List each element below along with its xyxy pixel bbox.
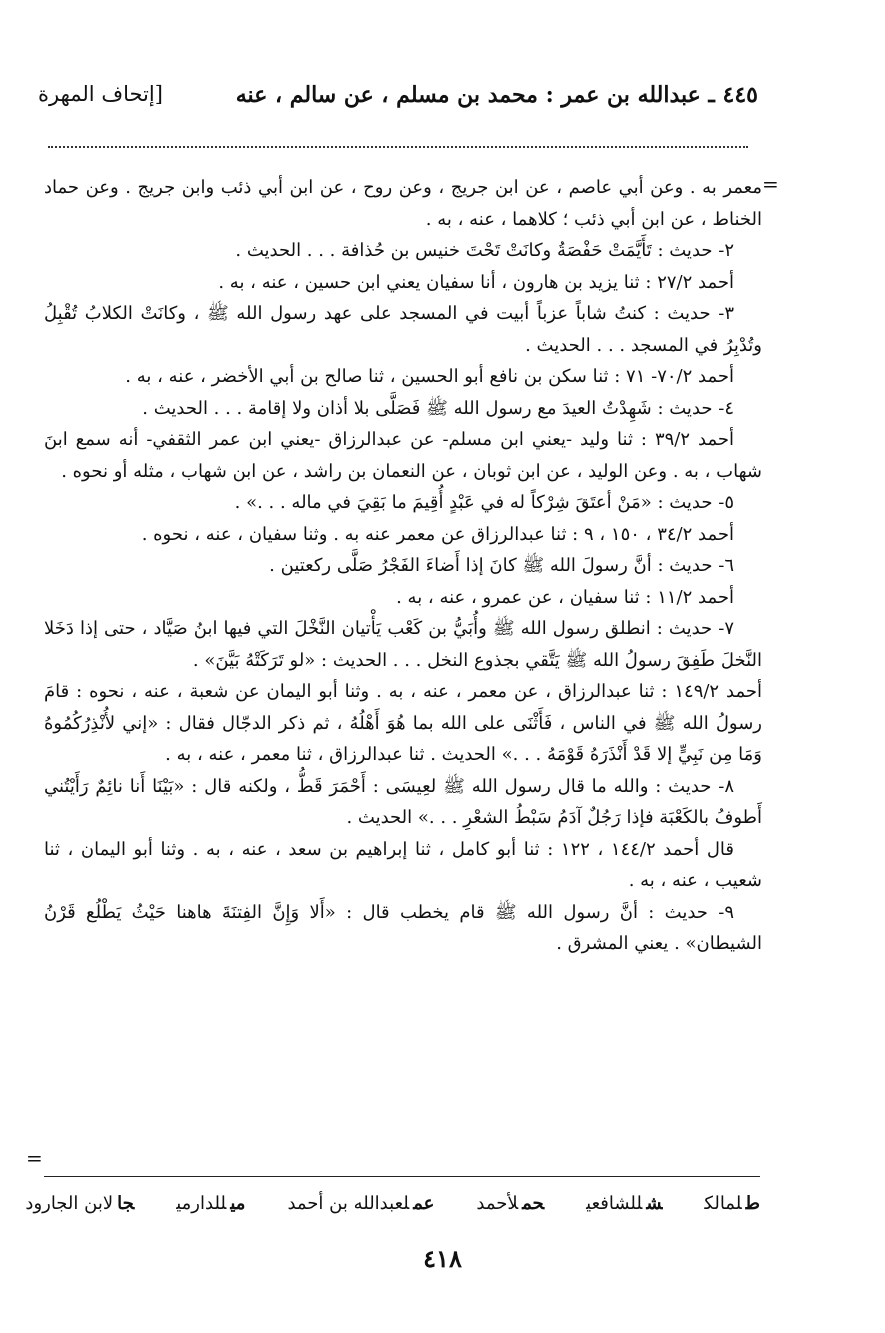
text-paragraph: أحمد ٧٠/٢- ٧١ : ثنا سكن بن نافع أبو الحسين ، ثنا صالح بن أبي الأخضر ، عنه ، به . bbox=[125, 366, 734, 387]
abbreviation-symbol: جا bbox=[117, 1193, 135, 1214]
abbreviation-meaning: لمالك bbox=[704, 1193, 742, 1214]
header-divider bbox=[48, 146, 748, 148]
continues-mark: = bbox=[26, 1146, 43, 1170]
continuation-mark: = bbox=[762, 172, 779, 196]
abbreviation-entry bbox=[176, 1193, 245, 1214]
text-paragraph: ٣- حديث : كنتُ شاباً عزباً أبيت في المسجد على عهد رسول الله ﷺ ، وكانَتْ الكلابُ تُقْبِلُ وتُدْبِرُ في المسجد . . . الحديث . bbox=[44, 303, 762, 356]
abbreviation-symbol: ط bbox=[745, 1193, 760, 1214]
text-paragraph: ٨- حديث : والله ما قال رسول الله ﷺ لعِيسَى : أَحْمَرَ قَطُّ ، ولكنه قال : «بَيْنَا أَنا نائِمٌ رَأَيْتُني أَطوفُ بالكَعْبَة فإذا رَجُلٌ آدَمُ سَبْطُ الشعْرِ . . .» الحديث . bbox=[44, 775, 762, 828]
abbreviation-symbol: ش bbox=[646, 1193, 663, 1214]
header-chapter-title: ٤٤٥ ـ عبدالله بن عمر : محمد بن مسلم ، عن سالم ، عنه bbox=[235, 82, 758, 108]
text-paragraph: ٩- حديث : أنَّ رسول الله ﷺ قام يخطب قال : «أَلا وَإِنَّ الفِتنَةَ هاهنا حَيْثُ يَطْلُع قَرْنُ الشيطان» . يعني المشرق . bbox=[44, 901, 762, 954]
abbreviation-entry bbox=[586, 1193, 662, 1214]
hadith-text-body bbox=[44, 172, 762, 960]
footer-divider bbox=[44, 1176, 760, 1177]
abbreviation-meaning: لأحمد bbox=[476, 1193, 519, 1214]
text-paragraph: ٦- حديث : أنَّ رسولَ الله ﷺ كانَ إذا أَضاءَ الفَجْرُ صَلَّى ركعتين . bbox=[269, 555, 734, 576]
text-paragraph: أحمد ٣٩/٢ : ثنا وليد -يعني ابن مسلم- عن عبدالرزاق -يعني ابن عمر الثقفي- أنه سمع ابنَ شهاب ، به . وعن الوليد ، عن ابن ثوبان ، عن النعمان بن راشد ، عن ابن شهاب ، مثله أو نحوه . bbox=[44, 429, 762, 482]
abbreviation-entry bbox=[287, 1193, 434, 1214]
text-paragraph: ٧- حديث : انطلق رسول الله ﷺ وأُبَيُّ بن كَعْب يَأْتيان النَّخْلَ التي فيها ابنُ صَيَّاد ، حتى إذا دَخَلا النَّخلَ طَفِقَ رسولُ الله ﷺ يَتَّقي بجذوع النخل . . . الحديث : «لو تَرَكَتْهُ بَيَّنَ» . bbox=[44, 618, 762, 671]
abbreviation-symbol: حم bbox=[522, 1193, 545, 1214]
abbreviation-key bbox=[25, 1190, 760, 1218]
abbreviation-entry bbox=[25, 1193, 134, 1214]
text-paragraph: قال أحمد ١٤٤/٢ ، ١٢٢ : ثنا أبو كامل ، ثنا إبراهيم بن سعد ، عنه ، به . وثنا أبو اليمان ، ثنا شعيب ، عنه ، به . bbox=[44, 838, 762, 891]
abbreviation-symbol: مي bbox=[230, 1193, 246, 1214]
abbreviation-meaning: لعبدالله بن أحمد bbox=[287, 1193, 410, 1214]
text-paragraph: معمر به . وعن أبي عاصم ، عن ابن جريج ، وعن روح ، عن ابن أبي ذئب وابن جريج . وعن حماد الخناط ، عن ابن أبي ذئب ؛ كلاهما ، عنه ، به . bbox=[44, 177, 762, 230]
text-paragraph: أحمد ٣٤/٢ ، ١٥٠ ، ٩ : ثنا عبدالرزاق عن معمر عنه به . وثنا سفيان ، عنه ، نحوه . bbox=[141, 523, 734, 545]
abbreviation-symbol: عم bbox=[413, 1193, 435, 1214]
page-number: ٤١٨ bbox=[423, 1244, 462, 1273]
running-header bbox=[38, 82, 758, 122]
text-paragraph: أحمد ١٤٩/٢ : ثنا عبدالرزاق ، عن معمر ، عنه ، به . وثنا أبو اليمان عن شعبة ، عنه ، نحوه : قامَ رسولُ الله ﷺ في الناس ، فَأَثْنَى على الله بما هُوَ أَهْلُهُ ، ثم ذكر الدجّال فقال : «إني لأُنْذِرُكُمُوهُ وَمَا مِن نَبِيٍّ إلا قَدْ أَنْذَرَهُ قَوْمَهُ . . .» الحديث . ثنا عبدالرزاق ، ثنا معمر ، عنه ، به . bbox=[44, 681, 762, 765]
text-paragraph: ٢- حديث : تَأَيَّمَتْ حَفْصَةُ وكانَتْ تَحْتَ خنيس بن حُذافة . . . الحديث . bbox=[235, 240, 734, 261]
text-paragraph: ٤- حديث : شَهِدْتُ العيدَ مع رسول الله ﷺ فَصَلَّى بلا أذان ولا إقامة . . . الحديث . bbox=[142, 397, 734, 419]
abbreviation-meaning: للشافعي bbox=[586, 1193, 643, 1214]
text-paragraph: أحمد ٢٧/٢ : ثنا يزيد بن هارون ، أنا سفيان يعني ابن حسين ، عنه ، به . bbox=[218, 271, 734, 293]
text-paragraph: ٥- حديث : «مَنْ أعتَقَ شِرْكاً له في عَبْدٍ أُقِيمَ ما بَقِيَ في ماله . . .» . bbox=[234, 492, 734, 513]
abbreviation-meaning: لابن الجارود bbox=[25, 1193, 114, 1214]
text-paragraph: أحمد ١١/٢ : ثنا سفيان ، عن عمرو ، عنه ، به . bbox=[396, 586, 734, 608]
abbreviation-meaning: للدارمي bbox=[176, 1193, 227, 1214]
abbreviation-entry bbox=[704, 1193, 760, 1214]
header-book-title: [إتحاف المهرة bbox=[38, 82, 163, 106]
abbreviation-entry bbox=[476, 1193, 544, 1214]
